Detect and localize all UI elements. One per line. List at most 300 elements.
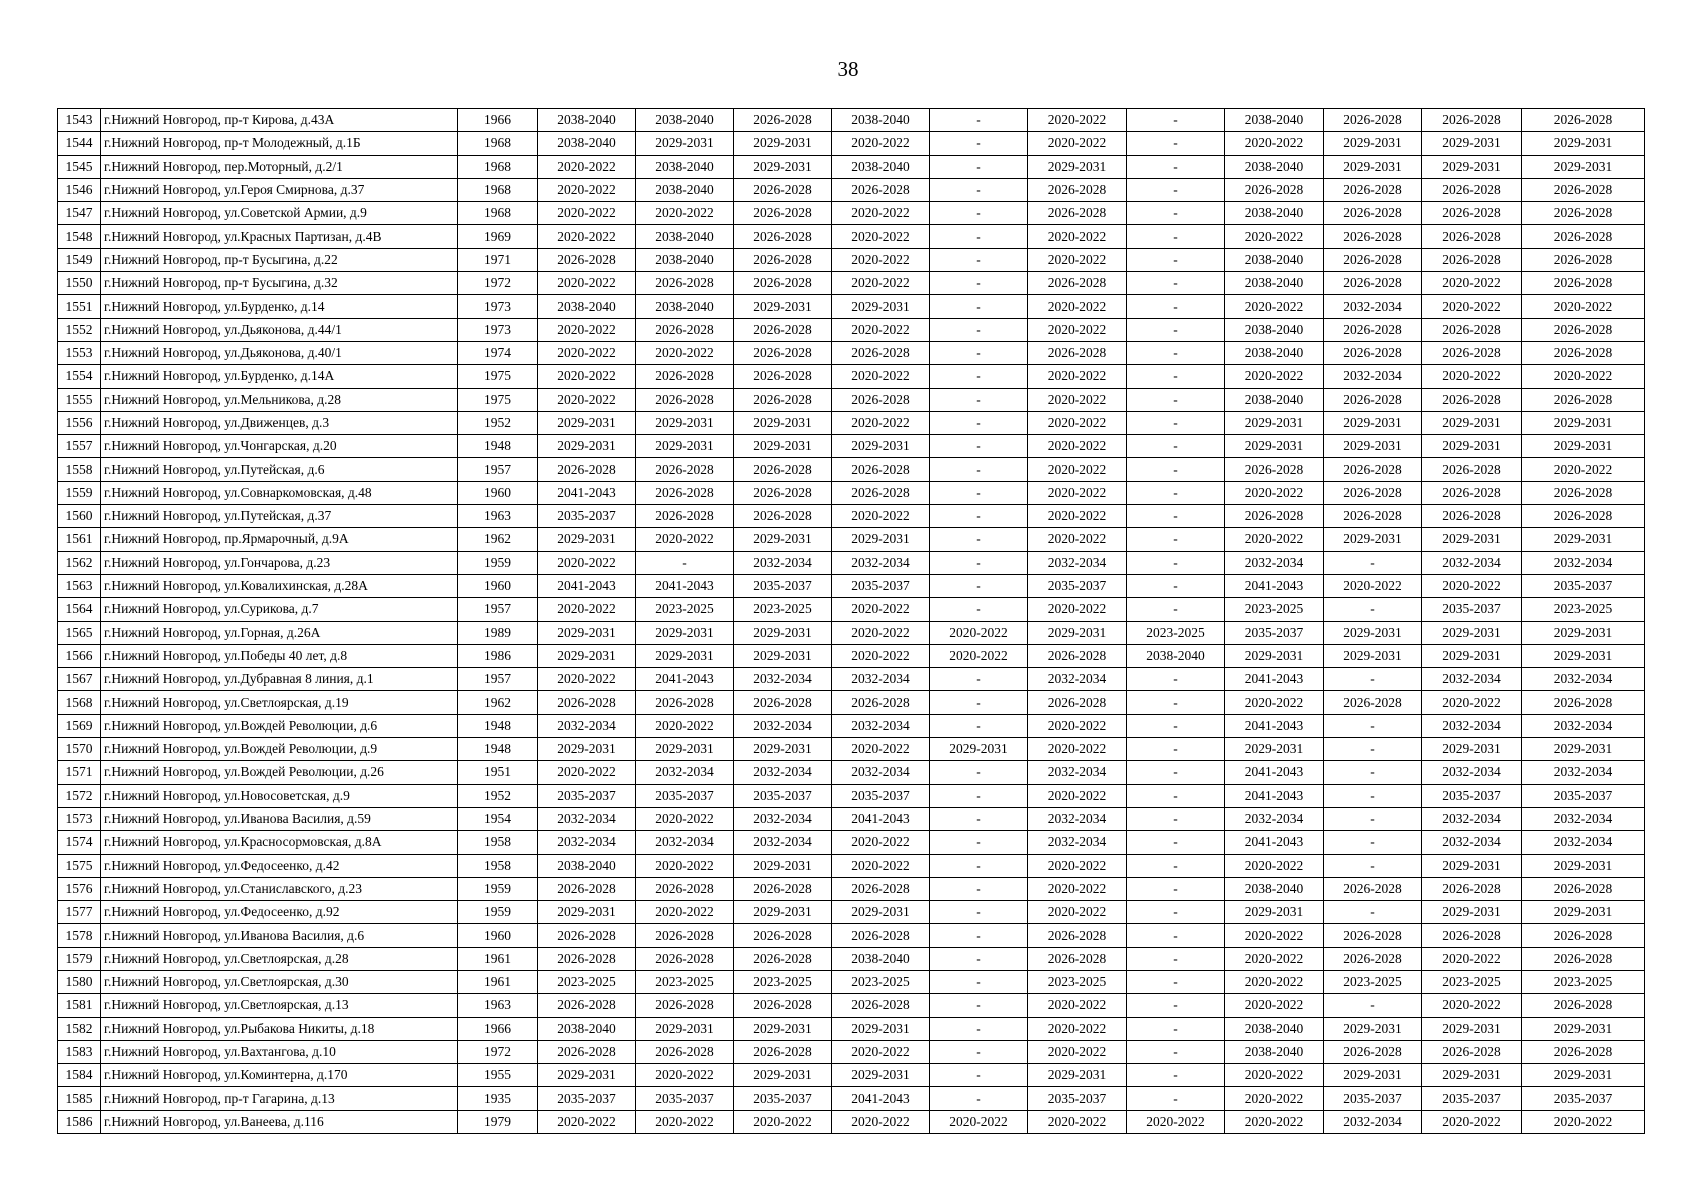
cell-period-col-1: 2032-2034 — [538, 714, 636, 737]
cell-period-col-6: 2029-2031 — [1028, 1064, 1127, 1087]
cell-period-col-6: 2023-2025 — [1028, 970, 1127, 993]
cell-period-col-7: - — [1127, 924, 1225, 947]
cell-period-col-9: 2026-2028 — [1324, 947, 1422, 970]
cell-period-col-6: 2020-2022 — [1028, 365, 1127, 388]
cell-period-col-5: - — [930, 411, 1028, 434]
cell-period-col-6: 2020-2022 — [1028, 295, 1127, 318]
cell-period-col-4: 2041-2043 — [832, 1087, 930, 1110]
cell-period-col-11: 2026-2028 — [1522, 388, 1645, 411]
cell-address: г.Нижний Новгород, ул.Новосоветская, д.9 — [101, 784, 458, 807]
cell-period-col-5: - — [930, 295, 1028, 318]
table-row — [58, 970, 1645, 993]
cell-address: г.Нижний Новгород, пер.Моторный, д.2/1 — [101, 155, 458, 178]
cell-period-col-9: 2026-2028 — [1324, 318, 1422, 341]
cell-address: г.Нижний Новгород, ул.Мельникова, д.28 — [101, 388, 458, 411]
cell-period-col-10: 2026-2028 — [1422, 458, 1522, 481]
cell-period-col-2: 2026-2028 — [636, 318, 734, 341]
cell-period-col-6: 2020-2022 — [1028, 1110, 1127, 1133]
cell-period-col-7: - — [1127, 202, 1225, 225]
cell-period-col-6: 2029-2031 — [1028, 155, 1127, 178]
cell-address: г.Нижний Новгород, ул.Ванеева, д.116 — [101, 1110, 458, 1133]
cell-period-col-2: 2020-2022 — [636, 807, 734, 830]
cell-period-col-7: - — [1127, 155, 1225, 178]
cell-period-col-8: 2041-2043 — [1225, 784, 1324, 807]
cell-period-col-9: 2029-2031 — [1324, 411, 1422, 434]
cell-period-col-7: - — [1127, 411, 1225, 434]
cell-period-col-2: 2038-2040 — [636, 248, 734, 271]
cell-period-col-6: 2035-2037 — [1028, 1087, 1127, 1110]
table-row — [58, 435, 1645, 458]
cell-period-col-4: 2029-2031 — [832, 1064, 930, 1087]
cell-period-col-1: 2032-2034 — [538, 831, 636, 854]
cell-row-number: 1561 — [58, 528, 101, 551]
cell-row-number: 1565 — [58, 621, 101, 644]
cell-address: г.Нижний Новгород, ул.Путейская, д.37 — [101, 505, 458, 528]
cell-period-col-7: - — [1127, 295, 1225, 318]
cell-period-col-11: 2035-2037 — [1522, 784, 1645, 807]
cell-period-col-1: 2029-2031 — [538, 901, 636, 924]
cell-period-col-1: 2038-2040 — [538, 854, 636, 877]
table-row — [58, 854, 1645, 877]
cell-period-col-4: 2029-2031 — [832, 435, 930, 458]
cell-period-col-1: 2026-2028 — [538, 877, 636, 900]
cell-period-col-10: 2035-2037 — [1422, 784, 1522, 807]
table-row — [58, 1040, 1645, 1063]
cell-period-col-1: 2035-2037 — [538, 784, 636, 807]
cell-period-col-8: 2041-2043 — [1225, 761, 1324, 784]
cell-period-col-1: 2020-2022 — [538, 551, 636, 574]
cell-period-col-8: 2020-2022 — [1225, 854, 1324, 877]
cell-period-col-8: 2041-2043 — [1225, 668, 1324, 691]
cell-period-col-8: 2038-2040 — [1225, 1040, 1324, 1063]
cell-period-col-7: - — [1127, 738, 1225, 761]
cell-period-col-7: 2038-2040 — [1127, 644, 1225, 667]
cell-period-col-4: 2035-2037 — [832, 784, 930, 807]
cell-period-col-5: - — [930, 574, 1028, 597]
cell-period-col-4: 2041-2043 — [832, 807, 930, 830]
cell-period-col-6: 2032-2034 — [1028, 551, 1127, 574]
cell-period-col-8: 2041-2043 — [1225, 831, 1324, 854]
cell-period-col-5: 2029-2031 — [930, 738, 1028, 761]
cell-address: г.Нижний Новгород, ул.Совнаркомовская, д.48 — [101, 481, 458, 504]
cell-period-col-2: 2026-2028 — [636, 1040, 734, 1063]
cell-period-col-4: 2020-2022 — [832, 1110, 930, 1133]
cell-period-col-9: 2023-2025 — [1324, 970, 1422, 993]
cell-period-col-2: 2020-2022 — [636, 1110, 734, 1133]
cell-row-number: 1567 — [58, 668, 101, 691]
cell-period-col-9: - — [1324, 784, 1422, 807]
cell-address: г.Нижний Новгород, ул.Движенцев, д.3 — [101, 411, 458, 434]
cell-period-col-7: - — [1127, 1017, 1225, 1040]
cell-period-col-11: 2020-2022 — [1522, 1110, 1645, 1133]
cell-year-built: 1948 — [458, 435, 538, 458]
cell-period-col-11: 2026-2028 — [1522, 341, 1645, 364]
cell-period-col-1: 2020-2022 — [538, 225, 636, 248]
cell-period-col-4: 2029-2031 — [832, 528, 930, 551]
cell-period-col-5: - — [930, 691, 1028, 714]
cell-period-col-2: 2029-2031 — [636, 435, 734, 458]
cell-period-col-7: - — [1127, 598, 1225, 621]
cell-address: г.Нижний Новгород, ул.Советской Армии, д.9 — [101, 202, 458, 225]
cell-year-built: 1962 — [458, 528, 538, 551]
cell-period-col-6: 2020-2022 — [1028, 411, 1127, 434]
cell-period-col-8: 2029-2031 — [1225, 644, 1324, 667]
table-row — [58, 901, 1645, 924]
cell-period-col-11: 2029-2031 — [1522, 132, 1645, 155]
table-row — [58, 295, 1645, 318]
cell-period-col-1: 2020-2022 — [538, 668, 636, 691]
cell-period-col-5: 2020-2022 — [930, 644, 1028, 667]
cell-year-built: 1963 — [458, 994, 538, 1017]
cell-period-col-9: 2029-2031 — [1324, 621, 1422, 644]
cell-period-col-10: 2029-2031 — [1422, 1017, 1522, 1040]
cell-period-col-3: 2032-2034 — [734, 668, 832, 691]
cell-period-col-3: 2029-2031 — [734, 435, 832, 458]
cell-period-col-9: 2026-2028 — [1324, 505, 1422, 528]
cell-row-number: 1570 — [58, 738, 101, 761]
cell-period-col-7: 2020-2022 — [1127, 1110, 1225, 1133]
table-row — [58, 155, 1645, 178]
cell-period-col-8: 2029-2031 — [1225, 435, 1324, 458]
cell-period-col-1: 2020-2022 — [538, 341, 636, 364]
cell-period-col-2: 2041-2043 — [636, 668, 734, 691]
cell-period-col-10: 2035-2037 — [1422, 1087, 1522, 1110]
cell-period-col-10: 2026-2028 — [1422, 248, 1522, 271]
cell-period-col-4: 2038-2040 — [832, 947, 930, 970]
cell-period-col-5: - — [930, 155, 1028, 178]
cell-period-col-2: 2026-2028 — [636, 505, 734, 528]
cell-period-col-9: 2026-2028 — [1324, 1040, 1422, 1063]
cell-period-col-3: 2026-2028 — [734, 109, 832, 132]
cell-period-col-11: 2029-2031 — [1522, 901, 1645, 924]
cell-period-col-9: 2026-2028 — [1324, 877, 1422, 900]
cell-period-col-6: 2032-2034 — [1028, 668, 1127, 691]
cell-period-col-2: 2029-2031 — [636, 1017, 734, 1040]
cell-period-col-3: 2026-2028 — [734, 341, 832, 364]
cell-period-col-8: 2020-2022 — [1225, 1064, 1324, 1087]
cell-year-built: 1957 — [458, 598, 538, 621]
cell-year-built: 1961 — [458, 970, 538, 993]
cell-period-col-5: - — [930, 225, 1028, 248]
cell-period-col-7: - — [1127, 528, 1225, 551]
table-row — [58, 1064, 1645, 1087]
cell-period-col-3: 2026-2028 — [734, 225, 832, 248]
cell-period-col-11: 2026-2028 — [1522, 272, 1645, 295]
cell-period-col-10: 2020-2022 — [1422, 365, 1522, 388]
cell-period-col-3: 2029-2031 — [734, 132, 832, 155]
cell-period-col-3: 2026-2028 — [734, 202, 832, 225]
cell-period-col-9: 2035-2037 — [1324, 1087, 1422, 1110]
cell-row-number: 1581 — [58, 994, 101, 1017]
cell-period-col-7: - — [1127, 574, 1225, 597]
cell-address: г.Нижний Новгород, ул.Федосеенко, д.92 — [101, 901, 458, 924]
cell-period-col-1: 2026-2028 — [538, 691, 636, 714]
cell-period-col-7: - — [1127, 877, 1225, 900]
cell-address: г.Нижний Новгород, ул.Горная, д.26А — [101, 621, 458, 644]
cell-row-number: 1579 — [58, 947, 101, 970]
cell-period-col-11: 2029-2031 — [1522, 644, 1645, 667]
cell-period-col-5: - — [930, 365, 1028, 388]
cell-period-col-10: 2026-2028 — [1422, 318, 1522, 341]
housing-repair-schedule-table — [57, 108, 1645, 1134]
cell-period-col-1: 2029-2031 — [538, 644, 636, 667]
cell-period-col-4: 2032-2034 — [832, 551, 930, 574]
cell-period-col-3: 2029-2031 — [734, 1064, 832, 1087]
cell-period-col-11: 2032-2034 — [1522, 807, 1645, 830]
cell-row-number: 1557 — [58, 435, 101, 458]
cell-period-col-11: 2026-2028 — [1522, 691, 1645, 714]
cell-period-col-1: 2020-2022 — [538, 202, 636, 225]
cell-period-col-8: 2038-2040 — [1225, 109, 1324, 132]
cell-period-col-4: 2020-2022 — [832, 318, 930, 341]
cell-period-col-10: 2026-2028 — [1422, 924, 1522, 947]
cell-address: г.Нижний Новгород, ул.Ковалихинская, д.28А — [101, 574, 458, 597]
cell-period-col-5: - — [930, 831, 1028, 854]
cell-period-col-4: 2020-2022 — [832, 598, 930, 621]
cell-row-number: 1545 — [58, 155, 101, 178]
cell-period-col-4: 2026-2028 — [832, 178, 930, 201]
cell-period-col-7: - — [1127, 272, 1225, 295]
cell-period-col-4: 2026-2028 — [832, 481, 930, 504]
cell-row-number: 1586 — [58, 1110, 101, 1133]
cell-period-col-5: - — [930, 598, 1028, 621]
cell-year-built: 1959 — [458, 551, 538, 574]
cell-period-col-3: 2029-2031 — [734, 295, 832, 318]
cell-address: г.Нижний Новгород, ул.Светлоярская, д.30 — [101, 970, 458, 993]
cell-period-col-6: 2026-2028 — [1028, 947, 1127, 970]
cell-period-col-9: 2032-2034 — [1324, 295, 1422, 318]
cell-row-number: 1569 — [58, 714, 101, 737]
cell-address: г.Нижний Новгород, ул.Вождей Революции, д.6 — [101, 714, 458, 737]
cell-period-col-4: 2026-2028 — [832, 388, 930, 411]
cell-period-col-5: - — [930, 807, 1028, 830]
cell-period-col-10: 2029-2031 — [1422, 132, 1522, 155]
cell-address: г.Нижний Новгород, ул.Дубравная 8 линия, д.1 — [101, 668, 458, 691]
cell-period-col-5: - — [930, 1017, 1028, 1040]
cell-period-col-3: 2023-2025 — [734, 970, 832, 993]
cell-period-col-2: 2026-2028 — [636, 272, 734, 295]
cell-period-col-9: 2029-2031 — [1324, 132, 1422, 155]
cell-period-col-10: 2026-2028 — [1422, 388, 1522, 411]
cell-year-built: 1960 — [458, 574, 538, 597]
cell-period-col-2: 2026-2028 — [636, 691, 734, 714]
cell-period-col-10: 2029-2031 — [1422, 901, 1522, 924]
cell-period-col-11: 2023-2025 — [1522, 598, 1645, 621]
cell-period-col-3: 2026-2028 — [734, 458, 832, 481]
cell-address: г.Нижний Новгород, ул.Гончарова, д.23 — [101, 551, 458, 574]
cell-period-col-4: 2035-2037 — [832, 574, 930, 597]
cell-period-col-5: - — [930, 435, 1028, 458]
cell-period-col-6: 2032-2034 — [1028, 831, 1127, 854]
cell-period-col-8: 2038-2040 — [1225, 248, 1324, 271]
cell-row-number: 1548 — [58, 225, 101, 248]
cell-period-col-10: 2023-2025 — [1422, 970, 1522, 993]
cell-address: г.Нижний Новгород, ул.Светлоярская, д.13 — [101, 994, 458, 1017]
cell-period-col-3: 2026-2028 — [734, 1040, 832, 1063]
cell-period-col-10: 2029-2031 — [1422, 528, 1522, 551]
cell-year-built: 1969 — [458, 225, 538, 248]
cell-period-col-11: 2029-2031 — [1522, 435, 1645, 458]
cell-period-col-4: 2038-2040 — [832, 155, 930, 178]
cell-period-col-7: - — [1127, 318, 1225, 341]
cell-year-built: 1948 — [458, 714, 538, 737]
cell-period-col-11: 2026-2028 — [1522, 505, 1645, 528]
cell-period-col-8: 2029-2031 — [1225, 411, 1324, 434]
cell-period-col-3: 2023-2025 — [734, 598, 832, 621]
cell-period-col-10: 2020-2022 — [1422, 994, 1522, 1017]
cell-period-col-1: 2020-2022 — [538, 272, 636, 295]
cell-address: г.Нижний Новгород, ул.Красных Партизан, д.4В — [101, 225, 458, 248]
cell-period-col-2: 2041-2043 — [636, 574, 734, 597]
cell-period-col-3: 2029-2031 — [734, 901, 832, 924]
cell-row-number: 1563 — [58, 574, 101, 597]
cell-row-number: 1556 — [58, 411, 101, 434]
cell-period-col-7: - — [1127, 1064, 1225, 1087]
cell-row-number: 1573 — [58, 807, 101, 830]
cell-period-col-7: - — [1127, 691, 1225, 714]
cell-period-col-1: 2026-2028 — [538, 994, 636, 1017]
table-row — [58, 831, 1645, 854]
cell-year-built: 1952 — [458, 411, 538, 434]
cell-period-col-6: 2020-2022 — [1028, 1017, 1127, 1040]
cell-row-number: 1559 — [58, 481, 101, 504]
cell-period-col-6: 2020-2022 — [1028, 132, 1127, 155]
cell-period-col-2: 2026-2028 — [636, 994, 734, 1017]
cell-address: г.Нижний Новгород, ул.Путейская, д.6 — [101, 458, 458, 481]
cell-period-col-9: - — [1324, 831, 1422, 854]
cell-period-col-4: 2020-2022 — [832, 272, 930, 295]
cell-period-col-10: 2020-2022 — [1422, 947, 1522, 970]
cell-period-col-7: - — [1127, 551, 1225, 574]
cell-period-col-5: - — [930, 132, 1028, 155]
cell-period-col-9: 2029-2031 — [1324, 1017, 1422, 1040]
cell-period-col-11: 2026-2028 — [1522, 877, 1645, 900]
cell-period-col-4: 2020-2022 — [832, 132, 930, 155]
cell-period-col-10: 2029-2031 — [1422, 644, 1522, 667]
cell-period-col-2: 2038-2040 — [636, 178, 734, 201]
table-row — [58, 574, 1645, 597]
cell-period-col-11: 2029-2031 — [1522, 621, 1645, 644]
cell-period-col-8: 2038-2040 — [1225, 318, 1324, 341]
cell-period-col-6: 2020-2022 — [1028, 994, 1127, 1017]
cell-period-col-10: 2020-2022 — [1422, 691, 1522, 714]
cell-period-col-9: - — [1324, 668, 1422, 691]
cell-address: г.Нижний Новгород, ул.Иванова Василия, д.59 — [101, 807, 458, 830]
cell-period-col-4: 2020-2022 — [832, 365, 930, 388]
cell-period-col-8: 2038-2040 — [1225, 202, 1324, 225]
cell-period-col-3: 2029-2031 — [734, 1017, 832, 1040]
cell-address: г.Нижний Новгород, ул.Вождей Революции, д.9 — [101, 738, 458, 761]
cell-row-number: 1576 — [58, 877, 101, 900]
cell-year-built: 1955 — [458, 1064, 538, 1087]
cell-year-built: 1972 — [458, 1040, 538, 1063]
cell-period-col-7: - — [1127, 225, 1225, 248]
cell-period-col-6: 2020-2022 — [1028, 714, 1127, 737]
cell-period-col-11: 2029-2031 — [1522, 1017, 1645, 1040]
cell-row-number: 1575 — [58, 854, 101, 877]
cell-period-col-10: 2029-2031 — [1422, 854, 1522, 877]
table-row — [58, 668, 1645, 691]
cell-period-col-5: - — [930, 970, 1028, 993]
cell-period-col-11: 2032-2034 — [1522, 761, 1645, 784]
cell-period-col-3: 2026-2028 — [734, 365, 832, 388]
cell-row-number: 1582 — [58, 1017, 101, 1040]
cell-period-col-1: 2020-2022 — [538, 178, 636, 201]
cell-period-col-4: 2032-2034 — [832, 761, 930, 784]
table-row — [58, 505, 1645, 528]
cell-period-col-6: 2026-2028 — [1028, 202, 1127, 225]
cell-period-col-5: - — [930, 109, 1028, 132]
table-row — [58, 272, 1645, 295]
cell-period-col-4: 2020-2022 — [832, 831, 930, 854]
cell-period-col-2: 2029-2031 — [636, 132, 734, 155]
cell-period-col-7: - — [1127, 178, 1225, 201]
cell-period-col-3: 2026-2028 — [734, 877, 832, 900]
cell-period-col-6: 2029-2031 — [1028, 621, 1127, 644]
cell-period-col-2: 2020-2022 — [636, 714, 734, 737]
cell-period-col-2: 2029-2031 — [636, 411, 734, 434]
cell-period-col-3: 2032-2034 — [734, 761, 832, 784]
table-row — [58, 551, 1645, 574]
cell-address: г.Нижний Новгород, пр-т Бусыгина, д.22 — [101, 248, 458, 271]
cell-period-col-10: 2026-2028 — [1422, 481, 1522, 504]
cell-period-col-8: 2020-2022 — [1225, 1087, 1324, 1110]
cell-period-col-11: 2026-2028 — [1522, 248, 1645, 271]
cell-period-col-8: 2038-2040 — [1225, 1017, 1324, 1040]
table-row — [58, 598, 1645, 621]
cell-address: г.Нижний Новгород, пр-т Молодежный, д.1Б — [101, 132, 458, 155]
cell-period-col-1: 2029-2031 — [538, 411, 636, 434]
cell-period-col-1: 2020-2022 — [538, 365, 636, 388]
cell-period-col-6: 2026-2028 — [1028, 272, 1127, 295]
cell-address: г.Нижний Новгород, ул.Сурикова, д.7 — [101, 598, 458, 621]
table-row — [58, 761, 1645, 784]
cell-period-col-6: 2020-2022 — [1028, 225, 1127, 248]
cell-year-built: 1975 — [458, 388, 538, 411]
cell-period-col-5: 2020-2022 — [930, 621, 1028, 644]
cell-period-col-3: 2026-2028 — [734, 318, 832, 341]
cell-period-col-7: - — [1127, 365, 1225, 388]
cell-period-col-1: 2029-2031 — [538, 738, 636, 761]
cell-period-col-10: 2029-2031 — [1422, 1064, 1522, 1087]
cell-address: г.Нижний Новгород, ул.Бурденко, д.14А — [101, 365, 458, 388]
cell-period-col-9: 2026-2028 — [1324, 178, 1422, 201]
cell-year-built: 1989 — [458, 621, 538, 644]
cell-period-col-2: 2038-2040 — [636, 225, 734, 248]
cell-period-col-4: 2032-2034 — [832, 668, 930, 691]
cell-row-number: 1574 — [58, 831, 101, 854]
cell-period-col-5: - — [930, 854, 1028, 877]
cell-period-col-11: 2026-2028 — [1522, 481, 1645, 504]
cell-period-col-3: 2026-2028 — [734, 994, 832, 1017]
cell-period-col-1: 2032-2034 — [538, 807, 636, 830]
cell-period-col-3: 2026-2028 — [734, 272, 832, 295]
cell-period-col-7: - — [1127, 341, 1225, 364]
cell-period-col-9: 2020-2022 — [1324, 574, 1422, 597]
cell-period-col-8: 2035-2037 — [1225, 621, 1324, 644]
cell-period-col-11: 2026-2028 — [1522, 947, 1645, 970]
cell-period-col-10: 2026-2028 — [1422, 202, 1522, 225]
cell-period-col-1: 2029-2031 — [538, 1064, 636, 1087]
cell-period-col-6: 2026-2028 — [1028, 178, 1127, 201]
cell-row-number: 1562 — [58, 551, 101, 574]
cell-period-col-1: 2023-2025 — [538, 970, 636, 993]
cell-period-col-10: 2026-2028 — [1422, 1040, 1522, 1063]
cell-period-col-2: 2035-2037 — [636, 1087, 734, 1110]
cell-row-number: 1584 — [58, 1064, 101, 1087]
cell-period-col-9: - — [1324, 901, 1422, 924]
cell-period-col-11: 2029-2031 — [1522, 411, 1645, 434]
